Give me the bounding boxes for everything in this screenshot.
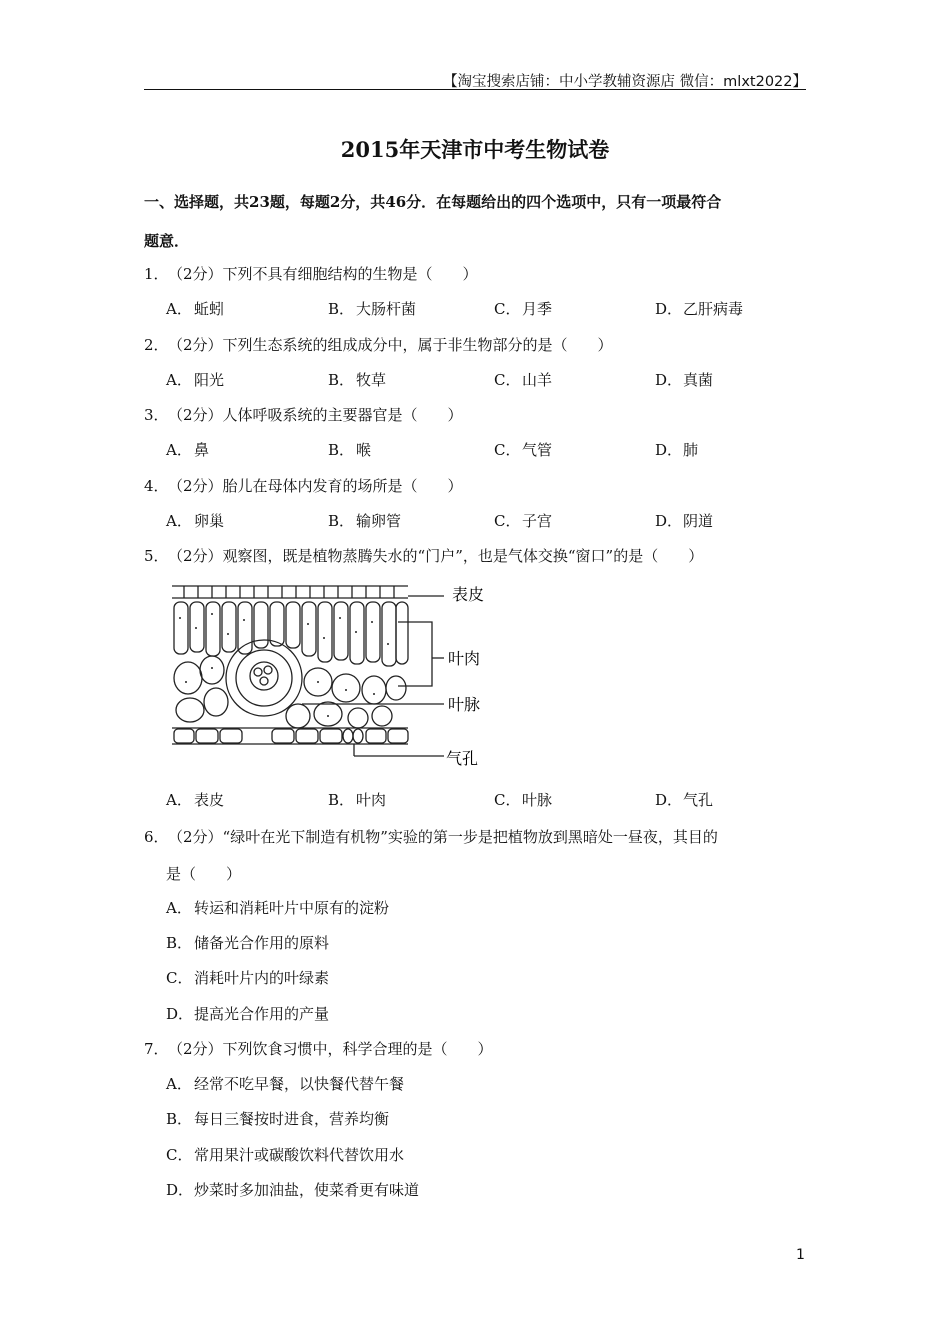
label-stoma: 气孔: [446, 749, 479, 768]
question-3: [144, 404, 463, 425]
question-text: （2分）“绿叶在光下制造有机物”实验的第一步是把植物放到黑暗处一昼夜，其目的: [168, 828, 718, 846]
option-1b[interactable]: B． 大肠杆菌: [328, 300, 417, 318]
option-7b[interactable]: B． 每日三餐按时进食，营养均衡: [166, 1110, 390, 1128]
option-2a[interactable]: A． 阳光: [166, 371, 225, 389]
question-text: （2分）下列饮食习惯中，科学合理的是（ ）: [168, 1040, 493, 1058]
option-5d[interactable]: D．气孔: [655, 791, 714, 809]
question-4: [144, 475, 463, 496]
option-6a[interactable]: A． 转运和消耗叶片中原有的淀粉: [166, 899, 390, 917]
option-4b[interactable]: B． 输卵管: [328, 512, 402, 530]
question-text: （2分）观察图，既是植物蒸腾失水的“门户”，也是气体交换“窗口”的是（ ）: [168, 547, 704, 565]
option-7a[interactable]: A． 经常不吃早餐，以快餐代替午餐: [166, 1075, 405, 1093]
question-6-continuation: 是（ ）: [166, 865, 242, 883]
question-text: （2分）下列不具有细胞结构的生物是（ ）: [168, 265, 478, 283]
option-3b[interactable]: B． 喉: [328, 441, 372, 459]
option-5c[interactable]: C． 叶脉: [494, 791, 553, 809]
question-number: 4．: [144, 477, 169, 495]
option-6b[interactable]: B． 储备光合作用的原料: [166, 934, 330, 952]
option-6c[interactable]: C． 消耗叶片内的叶绿素: [166, 969, 330, 987]
question-5: [144, 545, 703, 566]
option-2c[interactable]: C． 山羊: [494, 371, 553, 389]
header-rule: [144, 89, 806, 90]
leaf-section-illustration: [168, 578, 498, 773]
question-number: 6．: [144, 828, 169, 846]
option-1a[interactable]: A． 蚯蚓: [166, 300, 225, 318]
section-heading-line2: 题意．: [144, 232, 190, 250]
option-1c[interactable]: C． 月季: [494, 300, 553, 318]
option-4c[interactable]: C． 子宫: [494, 512, 553, 530]
page-header: 【淘宝搜索店铺：中小学教辅资源店 微信：mlxt2022】: [443, 74, 807, 90]
question-6: [144, 826, 718, 847]
question-7: [144, 1038, 493, 1059]
option-3a[interactable]: A． 鼻: [166, 441, 210, 459]
option-4a[interactable]: A． 卵巢: [166, 512, 225, 530]
option-5a[interactable]: A． 表皮: [166, 791, 225, 809]
label-vein: 叶脉: [448, 695, 481, 714]
question-text: （2分）胎儿在母体内发育的场所是（ ）: [168, 477, 463, 495]
option-3c[interactable]: C． 气管: [494, 441, 553, 459]
option-2d[interactable]: D．真菌: [655, 371, 714, 389]
label-mesophyll: 叶肉: [448, 649, 481, 668]
question-number: 7．: [144, 1040, 169, 1058]
option-5b[interactable]: B． 叶肉: [328, 791, 387, 809]
option-7c[interactable]: C． 常用果汁或碳酸饮料代替饮用水: [166, 1146, 405, 1164]
question-text: （2分）人体呼吸系统的主要器官是（ ）: [168, 406, 463, 424]
option-4d[interactable]: D．阴道: [655, 512, 714, 530]
leaf-cross-section-figure: [168, 578, 498, 773]
section-heading-line1: 一、选择题，共23题，每题2分，共46分．在每题给出的四个选项中，只有一项最符合: [144, 193, 722, 211]
question-number: 3．: [144, 406, 169, 424]
question-number: 5．: [144, 547, 169, 565]
question-1: [144, 263, 478, 284]
question-text: （2分）下列生态系统的组成成分中，属于非生物部分的是（ ）: [168, 336, 613, 354]
label-epidermis: 表皮: [452, 585, 485, 604]
option-6d[interactable]: D．提高光合作用的产量: [166, 1005, 330, 1023]
option-2b[interactable]: B． 牧草: [328, 371, 387, 389]
question-number: 2．: [144, 336, 169, 354]
page-title: 2015年天津市中考生物试卷: [340, 137, 610, 162]
question-2: [144, 334, 613, 355]
option-3d[interactable]: D．肺: [655, 441, 699, 459]
option-1d[interactable]: D．乙肝病毒: [655, 300, 744, 318]
option-7d[interactable]: D．炒菜时多加油盐，使菜肴更有味道: [166, 1181, 420, 1199]
page-number: 1: [796, 1247, 805, 1263]
question-number: 1．: [144, 265, 169, 283]
